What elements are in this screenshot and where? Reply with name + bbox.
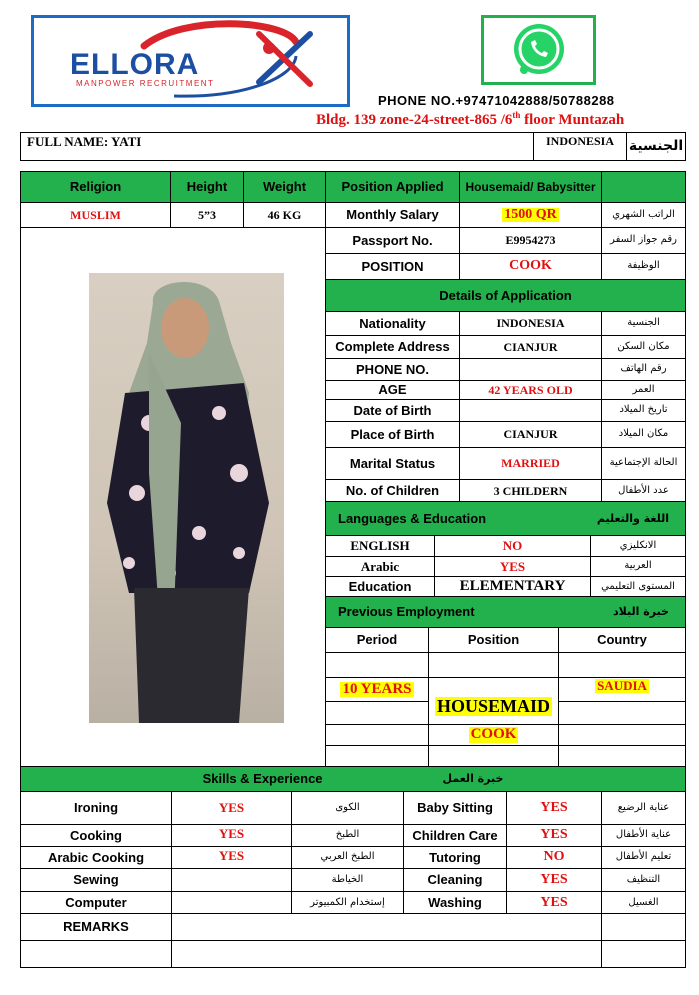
detail-label: AGE xyxy=(325,380,460,400)
country-cell-4 xyxy=(558,724,686,746)
logo-text: ELLORA xyxy=(70,48,200,81)
detail-value xyxy=(459,447,602,480)
detail-value-text: 42 YEARS OLD xyxy=(488,382,573,397)
detail-ar: مكان السكن xyxy=(601,335,686,359)
detail-value-text: CIANJUR xyxy=(503,427,558,442)
skill-value-right: YES xyxy=(506,824,602,847)
position-cell-2 xyxy=(428,677,559,725)
address-tail: floor Muntazah xyxy=(520,112,625,128)
remarks-row-2 xyxy=(20,940,172,968)
employment-title: Previous Employment xyxy=(338,604,475,620)
position-cell-3 xyxy=(428,724,559,746)
skill-label: Cooking xyxy=(20,824,172,847)
skill-value xyxy=(171,891,292,915)
whatsapp-icon xyxy=(484,18,593,82)
emp-position-value: HOUSEMAID xyxy=(436,696,550,717)
religion-header: Religion xyxy=(20,171,171,203)
religion-value: MUSLIM xyxy=(20,202,171,228)
nationality-value: INDONESIA xyxy=(533,132,627,161)
period-value: 10 YEARS xyxy=(342,680,412,697)
skill-label: Ironing xyxy=(20,791,172,825)
detail-value xyxy=(459,479,602,503)
detail-value xyxy=(459,311,602,336)
skill-label-right: Tutoring xyxy=(403,846,507,869)
position-cell-4 xyxy=(428,745,559,767)
skill-label: Arabic Cooking xyxy=(20,846,172,869)
skill-ar-right: تعليم الأطفال xyxy=(601,846,686,869)
period-cell-3 xyxy=(325,701,429,725)
skill-label: Sewing xyxy=(20,868,172,892)
skill-ar: الطبخ العربي xyxy=(291,846,404,869)
lang-label: Arabic xyxy=(325,556,435,577)
detail-value xyxy=(459,358,602,381)
employment-title-ar: خبرة البلاد xyxy=(613,605,669,619)
remarks-label: REMARKS xyxy=(20,913,172,941)
weight-value: 46 KG xyxy=(243,202,326,228)
detail-value-text: MARRIED xyxy=(501,456,560,471)
period-header: Period xyxy=(325,627,429,653)
passport-value: E9954273 xyxy=(459,227,602,254)
detail-label: Place of Birth xyxy=(325,421,460,448)
position-value: COOK xyxy=(459,253,602,280)
green-header-cell xyxy=(601,171,686,203)
detail-label: Marital Status xyxy=(325,447,460,480)
skills-title: Skills & Experience xyxy=(202,771,323,787)
detail-label: PHONE NO. xyxy=(325,358,460,381)
skill-ar: إستخدام الكمبيوتر xyxy=(291,891,404,915)
skill-value: YES xyxy=(171,791,292,825)
skill-value-right: YES xyxy=(506,891,602,915)
full-name: FULL NAME: YATI xyxy=(20,132,534,161)
skill-label-right: Cleaning xyxy=(403,868,507,892)
detail-ar: الحالة الإجتماعية xyxy=(601,447,686,480)
nationality-ar: الجنسية xyxy=(626,132,686,161)
employment-header xyxy=(325,596,686,628)
detail-value-text: 3 CHILDERN xyxy=(493,483,568,498)
phone-line: PHONE NO.+97471042888/50788288 xyxy=(378,93,615,108)
detail-label: No. of Children xyxy=(325,479,460,503)
remarks-value xyxy=(171,913,602,941)
candidate-photo xyxy=(89,273,284,723)
height-value: 5”3 xyxy=(170,202,244,228)
detail-value xyxy=(459,335,602,359)
skill-value xyxy=(171,868,292,892)
skills-header xyxy=(20,766,686,792)
lang-ar: الانكليزي xyxy=(590,535,686,557)
lang-label: Education xyxy=(325,576,435,598)
position-label: POSITION xyxy=(325,253,460,280)
country-cell-1 xyxy=(558,652,686,678)
detail-ar: عدد الأطفال xyxy=(601,479,686,503)
period-cell-2 xyxy=(325,677,429,702)
detail-value xyxy=(459,421,602,448)
lang-value: NO xyxy=(434,535,591,557)
languages-header xyxy=(325,501,686,536)
skill-ar-right: الغسيل xyxy=(601,891,686,915)
skills-title-ar: خبرة العمل xyxy=(442,772,504,786)
skill-label: Computer xyxy=(20,891,172,915)
lang-value: ELEMENTARY xyxy=(434,576,591,598)
detail-value-text: CIANJUR xyxy=(503,339,558,354)
detail-value xyxy=(459,399,602,422)
languages-title: Languages & Education xyxy=(338,510,487,526)
languages-title-ar: اللغة والتعليم xyxy=(596,511,669,525)
details-header: Details of Application xyxy=(325,279,686,312)
skill-value: YES xyxy=(171,846,292,869)
detail-ar: مكان الميلاد xyxy=(601,421,686,448)
skill-value-right: YES xyxy=(506,791,602,825)
detail-value-text: INDONESIA xyxy=(496,316,565,331)
lang-ar: العربية xyxy=(590,556,686,577)
lang-ar: المستوى التعليمي xyxy=(590,576,686,598)
detail-label: Date of Birth xyxy=(325,399,460,422)
skill-label-right: Baby Sitting xyxy=(403,791,507,825)
skill-value-right: YES xyxy=(506,868,602,892)
job-title-header: Housemaid/ Babysitter xyxy=(459,171,602,203)
skill-label-right: Children Care xyxy=(403,824,507,847)
address-main: Bldg. 139 zone-24-street-865 /6 xyxy=(316,112,513,128)
weight-header: Weight xyxy=(243,171,326,203)
salary-label: Monthly Salary xyxy=(325,202,460,228)
salary-ar: الراتب الشهري xyxy=(601,202,686,228)
detail-ar: الجنسية xyxy=(601,311,686,336)
country-value: SAUDIA xyxy=(597,678,647,693)
company-logo xyxy=(31,15,350,107)
skill-ar: الطبخ xyxy=(291,824,404,847)
detail-label: Nationality xyxy=(325,311,460,336)
emp-position-header: Position xyxy=(428,627,559,653)
skill-label-right: Washing xyxy=(403,891,507,915)
country-header: Country xyxy=(558,627,686,653)
skill-ar: الخياطة xyxy=(291,868,404,892)
country-cell-5 xyxy=(558,745,686,767)
period-cell-5 xyxy=(325,745,429,767)
skill-value: YES xyxy=(171,824,292,847)
skill-value-right: NO xyxy=(506,846,602,869)
salary-value xyxy=(459,202,602,228)
detail-value xyxy=(459,380,602,400)
skill-ar: الكوى xyxy=(291,791,404,825)
detail-ar: العمر xyxy=(601,380,686,400)
period-cell-4 xyxy=(325,724,429,746)
detail-ar: تاريخ الميلاد xyxy=(601,399,686,422)
country-cell-3 xyxy=(558,701,686,725)
detail-label: Complete Address xyxy=(325,335,460,359)
logo-subtitle: MANPOWER RECRUITMENT xyxy=(76,79,215,88)
skill-ar-right: عناية الأطفال xyxy=(601,824,686,847)
lang-label: ENGLISH xyxy=(325,535,435,557)
address-line xyxy=(316,110,686,129)
height-header: Height xyxy=(170,171,244,203)
skill-ar-right: التنظيف xyxy=(601,868,686,892)
position-applied-header: Position Applied xyxy=(325,171,460,203)
person-silhouette xyxy=(89,273,284,723)
position-cell-1 xyxy=(428,652,559,678)
passport-label: Passport No. xyxy=(325,227,460,254)
remarks-row-2-value xyxy=(171,940,602,968)
country-cell-2 xyxy=(558,677,686,702)
skill-ar-right: عناية الرضيع xyxy=(601,791,686,825)
lang-value: YES xyxy=(434,556,591,577)
emp-position-value-2: COOK xyxy=(470,726,517,743)
position-ar: الوظيفة xyxy=(601,253,686,280)
salary-amount: 1500 QR xyxy=(504,206,557,222)
address-sup: th xyxy=(512,110,521,120)
period-cell-1 xyxy=(325,652,429,678)
passport-ar: رقم جواز السفر xyxy=(601,227,686,254)
remarks-row-2-extra xyxy=(601,940,686,968)
detail-ar: رقم الهاتف xyxy=(601,358,686,381)
remarks-extra xyxy=(601,913,686,941)
whatsapp-box xyxy=(481,15,596,85)
